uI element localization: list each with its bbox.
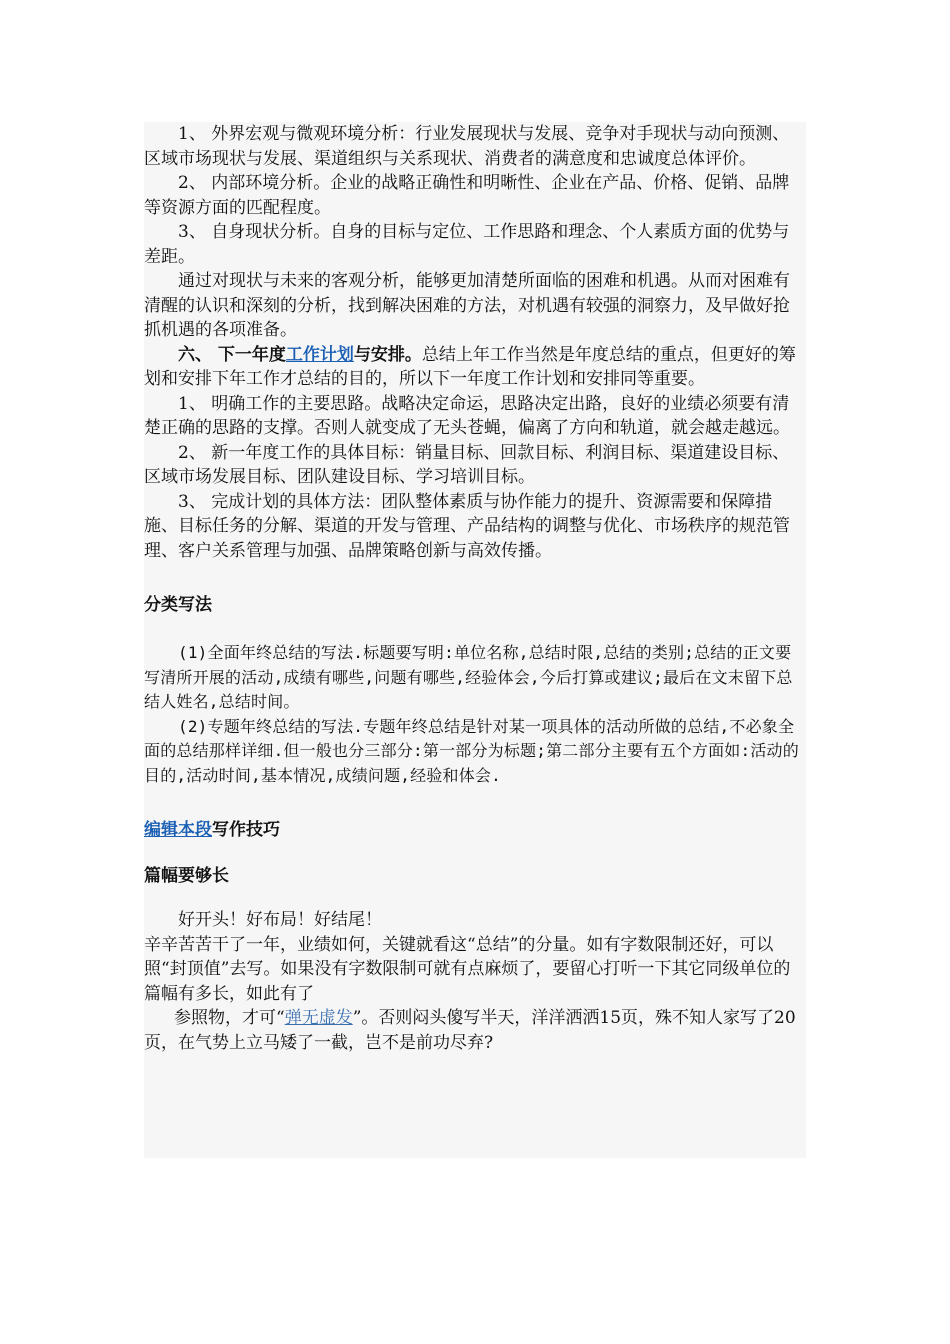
tips-heading: 写作技巧 (212, 820, 280, 840)
section-6-paragraph (144, 343, 806, 392)
analysis-item-2: 2、 内部环境分析。企业的战略正确性和明晰性、企业在产品、价格、促销、品牌等资源方面的匹配程度。 (144, 173, 790, 218)
work-plan-link[interactable]: 工作计划 (285, 344, 354, 365)
document-body (144, 122, 806, 1158)
category-para-1: (1)全面年终总结的写法.标题要写明:单位名称,总结时限,总结的类别;总结的正文要写清所开展的活动,成绩有哪些,问题有哪些,经验体会,今后打算或建议;最后在文末留下总结人姓名,总结时间。 (144, 643, 793, 711)
edit-section-link[interactable]: 编辑本段 (144, 820, 212, 840)
plan-item-2: 2、 新一年度工作的具体目标：销量目标、回款目标、利润目标、渠道建设目标、区域市场发展目标、团队建设目标、学习培训目标。 (144, 442, 790, 487)
section-6-title-suffix: 与安排。 (353, 344, 422, 365)
plan-item-1: 1、 明确工作的主要思路。战略决定命运，思路决定出路，良好的业绩必须要有清楚正确的思路的支撑。否则人就变成了无头苍蝇，偏离了方向和轨道，就会越走越远。 (144, 393, 790, 438)
category-heading: 分类写法 (144, 595, 212, 615)
tips-para-2-suffix: ”。否则闷头傻写半天，洋洋洒洒15页，殊不知人家写了20页，在气势上立马矮了一截，岂不是前功尽弃? (144, 1008, 796, 1053)
analysis-item-1: 1、 外界宏观与微观环境分析：行业发展现状与发展、竞争对手现状与动向预测、区域市场现状与发展、渠道组织与关系现状、消费者的满意度和忠诚度总体评价。 (144, 124, 790, 169)
tips-heading-line (144, 818, 806, 842)
analysis-summary: 通过对现状与未来的客观分析，能够更加清楚所面临的困难和机遇。从而对困难有清醒的认识和深刻的分析，找到解决困难的方法，对机遇有较强的洞察力，及早做好抢抓机遇的各项准备。 (144, 271, 790, 340)
tips-line-1: 好开头！好布局！好结尾！ (178, 910, 382, 930)
tips-para-2-prefix: 参照物，才可“ (174, 1008, 285, 1028)
tips-para-1: 辛辛苦苦干了一年，业绩如何，关键就看这“总结”的分量。如有字数限制还好，可以照“封顶值”去写。如果没有字数限制可就有点麻烦了，要留心打听一下其它同级单位的篇幅有多长，如此有了 (144, 934, 791, 1004)
tips-subheading: 篇幅要够长 (144, 866, 229, 886)
category-para-2: (2)专题年终总结的写法.专题年终总结是针对某一项具体的活动所做的总结,不必象全面的总结那样详细.但一般也分三部分:第一部分为标题;第二部分主要有五个方面如:活动的目的,活动时间,基本情况,成绩问题,经验和体会. (144, 716, 799, 785)
section-6-title-prefix: 六、 下一年度 (178, 344, 286, 365)
section-6-intro: 总结上年工作当然是年度总结的重点，但更好的筹划和安排下年工作才总结的目的，所以下一年度工作计划和安排同等重要。 (144, 344, 796, 389)
analysis-item-3: 3、 自身现状分析。自身的目标与定位、工作思路和理念、个人素质方面的优势与差距。 (144, 222, 790, 267)
plan-item-3: 3、 完成计划的具体方法：团队整体素质与协作能力的提升、资源需要和保障措施、目标任务的分解、渠道的开发与管理、产品结构的调整与优化、市场秩序的规范管理、客户关系管理与加强、品牌策略创新与高效传播。 (144, 491, 790, 561)
idiom-link[interactable]: 弹无虚发 (284, 1008, 353, 1028)
tips-para-2 (144, 1006, 806, 1055)
